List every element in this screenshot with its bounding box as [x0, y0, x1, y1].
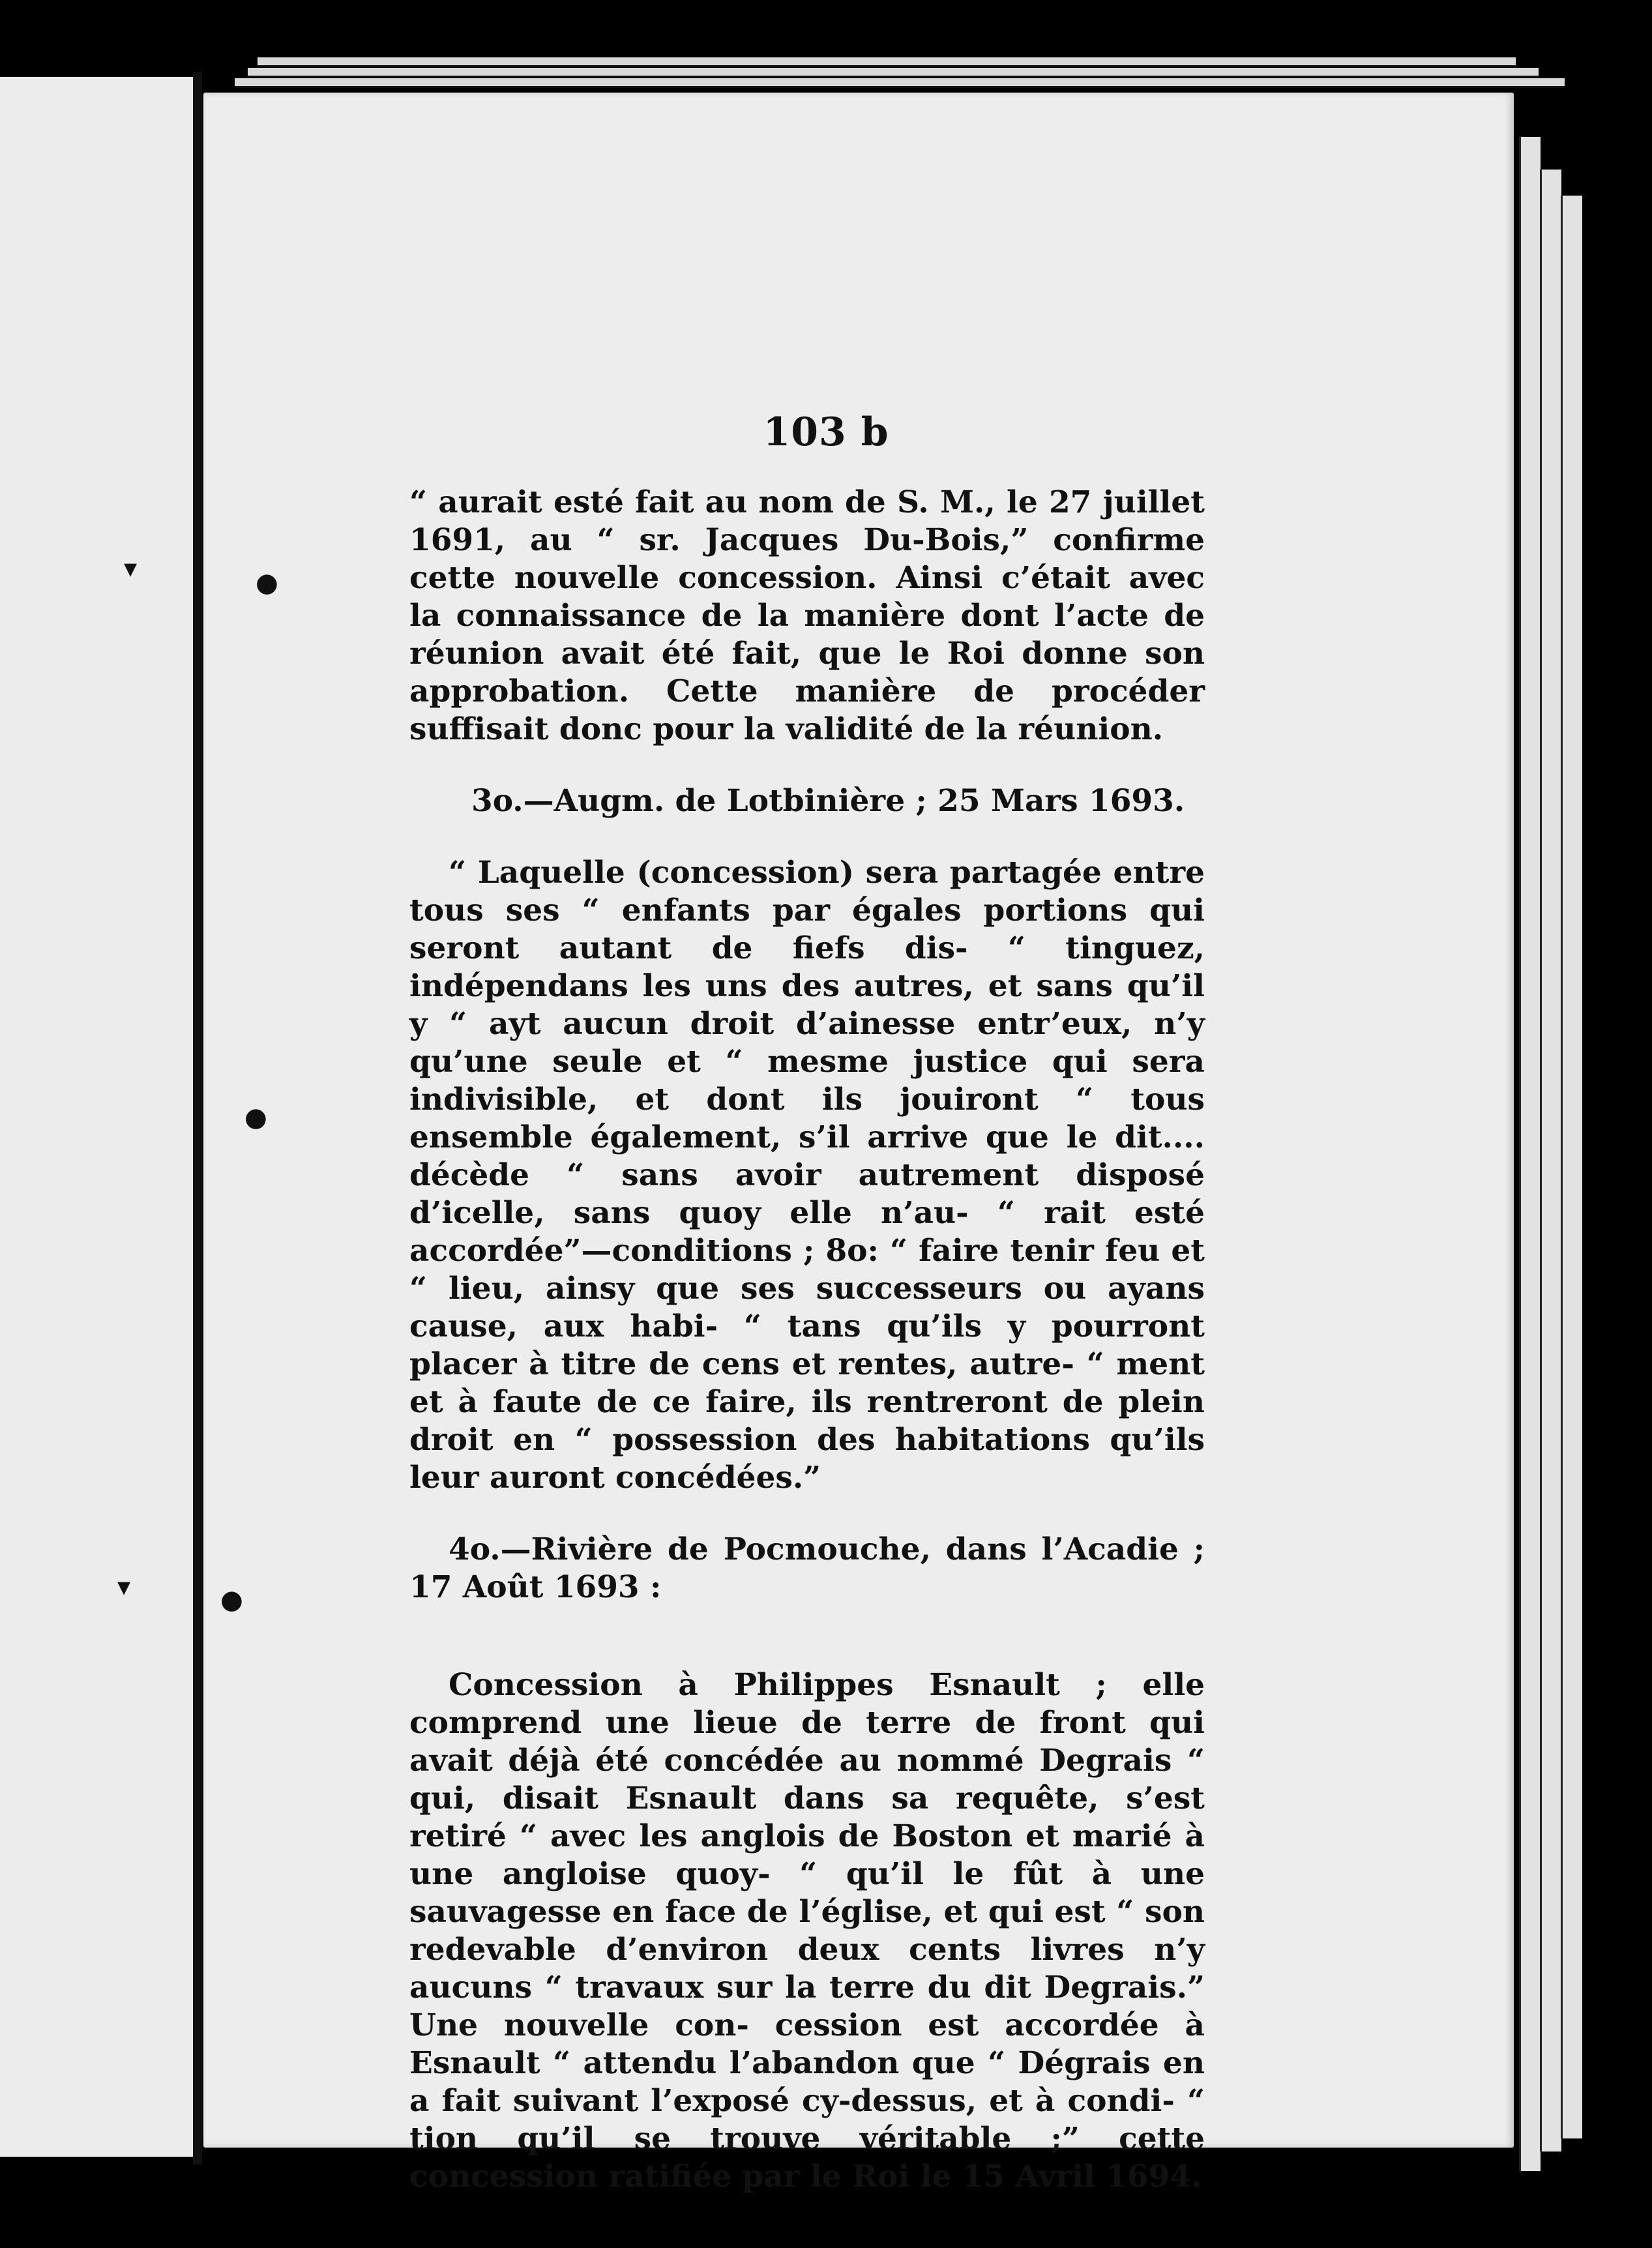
stacked-page-edge [248, 68, 1539, 78]
page-text [409, 484, 1205, 2196]
margin-mark: ● [220, 1584, 243, 1615]
left-page-edge [193, 72, 202, 2165]
margin-mark: ● [244, 1102, 267, 1132]
margin-mark: ▾ [124, 553, 138, 584]
margin-mark: ● [256, 567, 278, 598]
heading-pocmouche: 4o.—Rivière de Pocmouche, dans l’Acadie ; 17 Août 1693 : [409, 1531, 1205, 1605]
heading-lotbiniere: 3o.—Augm. de Lotbinière ; 25 Mars 1693. [471, 783, 1185, 819]
stacked-page-edge [235, 78, 1565, 88]
stacked-page-side [1540, 170, 1561, 2152]
stacked-page-side [1561, 196, 1582, 2138]
left-page [0, 77, 193, 2157]
stacked-page-edge [258, 57, 1516, 67]
page-number: 103 b [763, 409, 889, 455]
margin-mark: ▾ [117, 1571, 131, 1602]
paragraph-reunion: “ aurait esté fait au nom de S. M., le 27 juillet 1691, au “ sr. Jacques Du-Bois,” confirme cette nouvelle concession. Ainsi c’était avec la connaissance de la manière dont l’acte de réunion avait été fait, que le Roi donne son approbation. Cette manière de procéder suffisait donc pour la validité de la réunion. [409, 484, 1205, 747]
quote-lotbiniere: “ Laquelle (concession) sera partagée entre tous ses “ enfants par égales portions qui seront autant de fiefs dis- “ tinguez, indépendans les uns des autres, et sans qu’il y “ ayt aucun droit d’ainesse entr’eux, n’y qu’une seule et “ mesme justice qui sera indivisible, et dont ils jouiront “ tous ensemble également, s’il arrive que le dit.... décède “ sans avoir autrement disposé d’icelle, sans quoy elle n’au- “ rait esté accordée”—conditions ; 8o: “ faire tenir feu et “ lieu, ainsy que ses successeurs ou ayans cause, aux habi- “ tans qu’ils y pourront placer à titre de cens et rentes, autre- “ ment et à faute de ce faire, ils rentreront de plein droit en “ possession des habitations qu’ils leur auront concédées.” [409, 855, 1205, 1496]
paragraph-pocmouche: Concession à Philippes Esnault ; elle comprend une lieue de terre de front qui avait déjà été concédée au nommé Degrais “ qui, disait Esnault dans sa requête, s’est retiré “ avec les anglois de Boston et marié à une angloise quoy- “ qu’il le fût à une sauvagesse en face de l’église, et qui est “ son redevable d’environ deux cents livres n’y aucuns “ travaux sur la terre du dit Degrais.” Une nouvelle con- cession est accordée à Esnault “ attendu l’abandon que “ Dégrais en a fait suivant l’exposé cy-dessus, et à condi- “ tion qu’il se trouve véritable ;” cette concession ratifiée par le Roi le 15 Avril 1694. [409, 1667, 1205, 2195]
